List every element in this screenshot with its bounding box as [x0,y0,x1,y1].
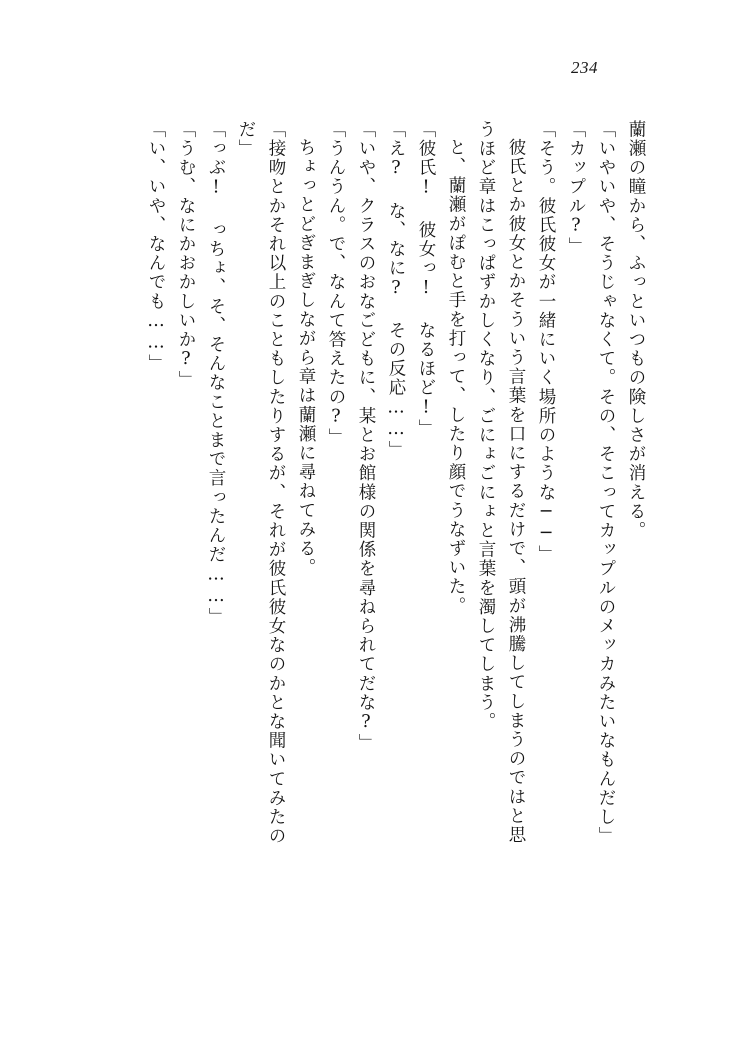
text-line: 「え? な、なに? その反応……」 [386,120,406,460]
page-number: 234 [571,58,598,77]
text-line: 「彼氏! 彼女っ! なるほど!」 [416,120,436,439]
text-line: ちょっとどぎまぎしながら章は蘭瀬に尋ねてみる。 [296,138,316,578]
text-line: 「うんうん。で、なんて答えたの?」 [326,120,346,448]
text-line: 「そう。彼氏彼女が一緒にいく場所のような──」 [536,120,556,565]
text-line: 「いやいや、そうじゃなくて。その、そこってカップルのメッカみたいなもんだし」 [596,120,616,846]
text-line: だ」 [236,120,256,159]
text-line: 「カップル?」 [566,120,586,257]
text-line: 「っぶ! っちょ、そ、そんなことまで言ったんだ……」 [206,120,226,627]
text-line: と、蘭瀬がぽむと手を打って、したり顔でうなずいた。 [446,138,466,616]
text-line: 「いや、クラスのおなごどもに、某とお館様の関係を尋ねられてだな?」 [356,120,376,753]
text-line: 蘭瀬の瞳から、ふっといつもの険しさが消える。 [626,120,646,541]
text-line: 彼氏とか彼女とかそういう言葉を口にするだけで、頭が沸騰してしまうのではと思 [506,138,526,845]
text-line: 「接吻とかそれ以上のこともしたりするが、それが彼氏彼女なのかとな聞いてみたの [266,120,286,846]
text-line: 「い、いや、なんでも……」 [146,120,166,374]
vertical-text-body [80,120,644,960]
text-line: うほど章はこっぱずかしくなり、ごにょごにょと言葉を濁してしまう。 [476,120,496,732]
text-line: 「うむ、なにかおかしいか?」 [176,120,196,390]
